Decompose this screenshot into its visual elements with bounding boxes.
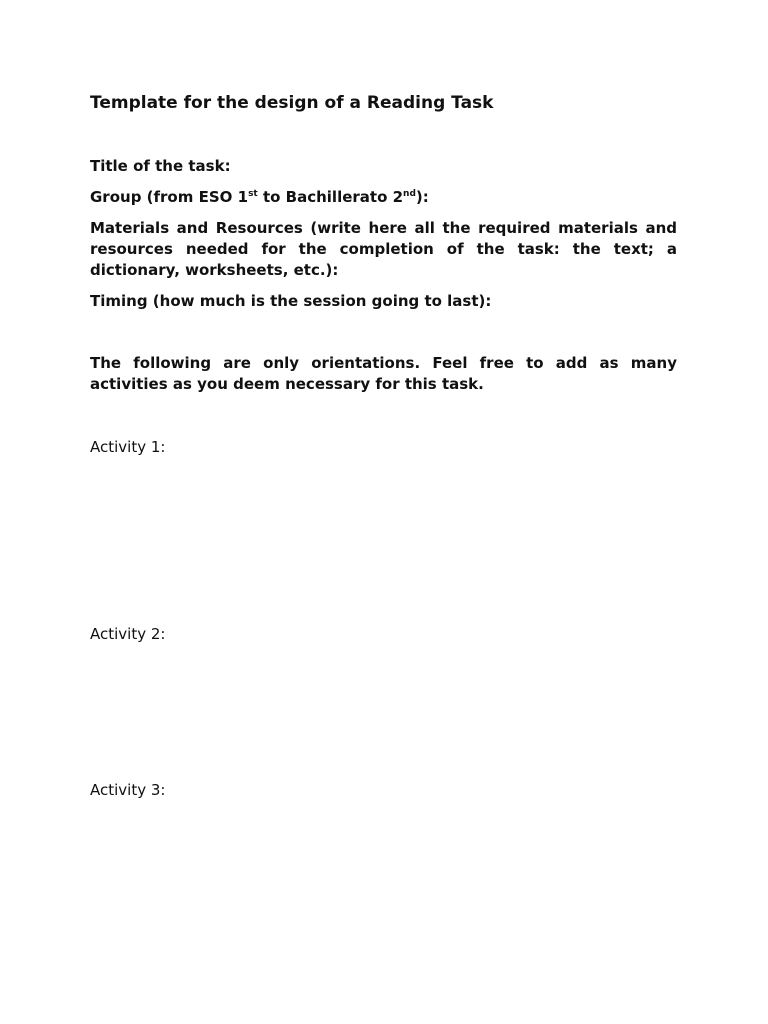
timing-label: Timing (how much is the session going to last): (90, 292, 492, 310)
group-label-middle: to Bachillerato 2 (257, 188, 404, 206)
group-label-suffix: ): (415, 188, 429, 206)
group-label-ordinal-2: nd (403, 189, 416, 199)
group-label-ordinal-1: st (248, 189, 258, 199)
activity-1-label: Activity 1: (90, 438, 166, 456)
task-title-label: Title of the task: (90, 157, 231, 175)
document-title: Template for the design of a Reading Task (90, 93, 494, 113)
materials-label: Materials and Resources (write here all the required materials and resources needed for the completion of the task: the text; a dictionary, worksheets, etc.): (90, 219, 677, 279)
activity-3-label: Activity 3: (90, 781, 166, 799)
group-label-prefix: Group (from ESO 1 (90, 188, 249, 206)
orientation-note: The following are only orientations. Feel free to add as many activities as you deem necessary for this task. (90, 354, 677, 393)
group-label (90, 187, 677, 208)
activity-2-label: Activity 2: (90, 625, 166, 643)
